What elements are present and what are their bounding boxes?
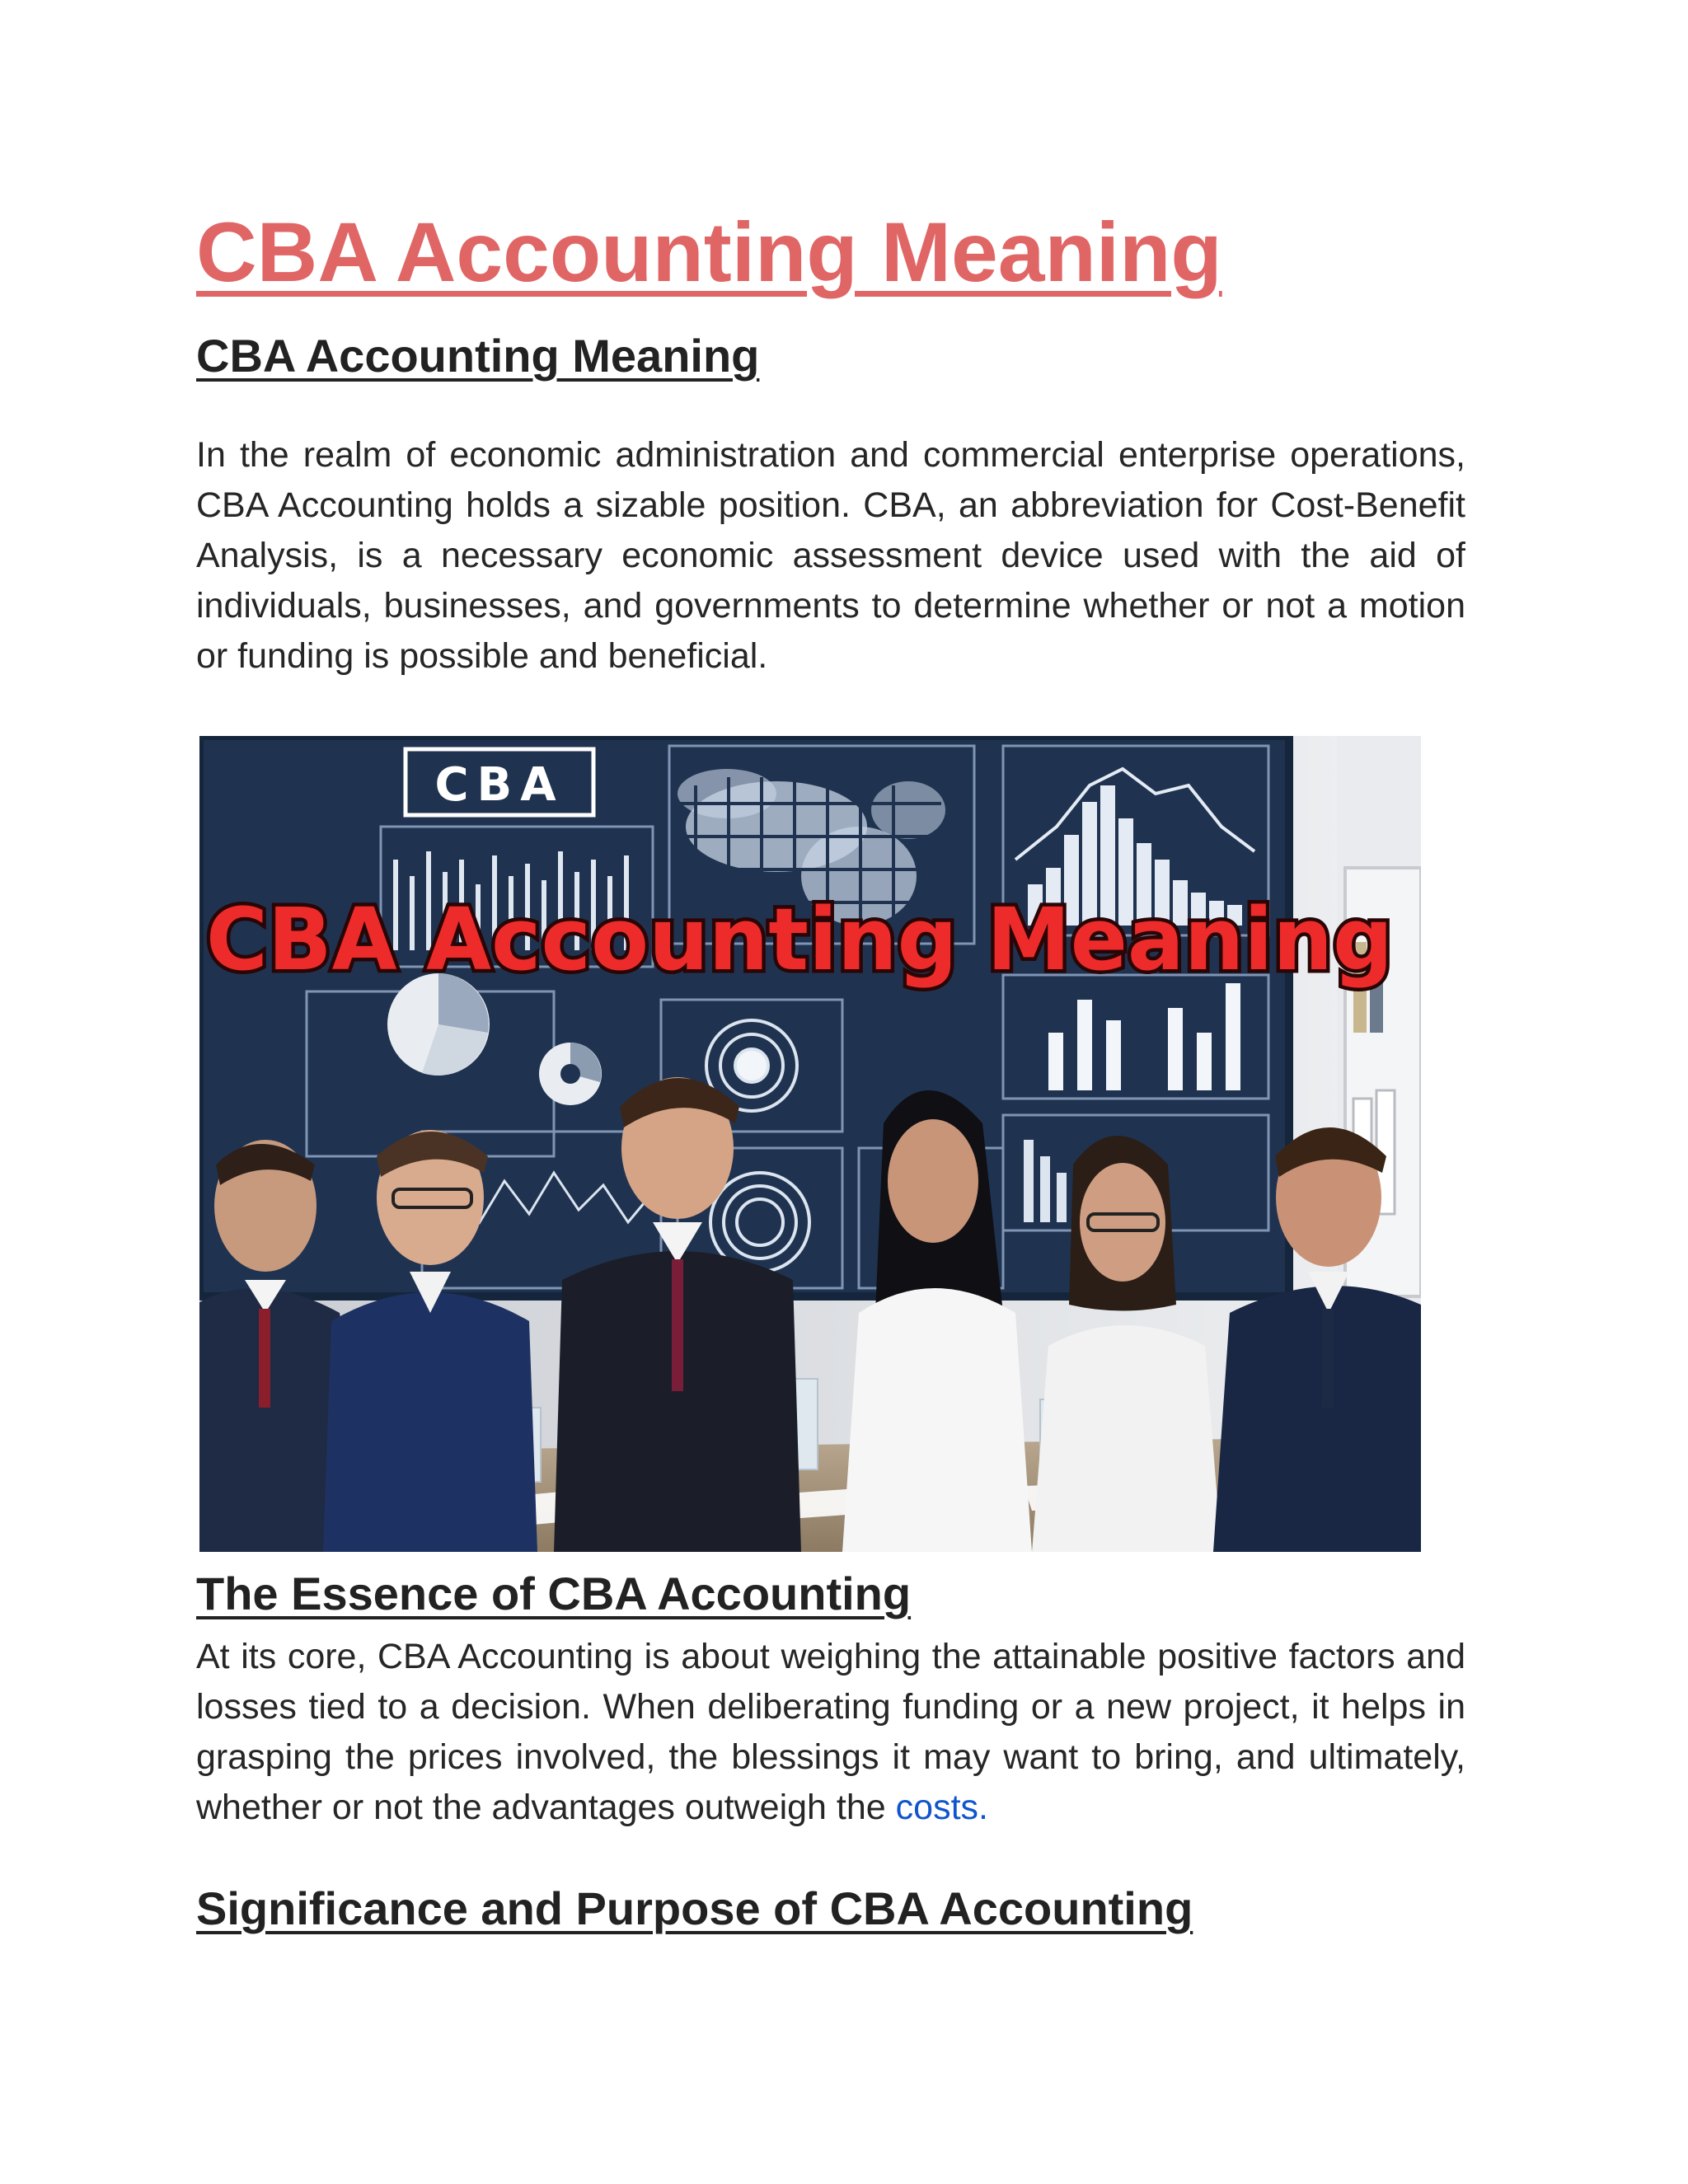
hero-image: [199, 736, 1421, 1552]
costs-link[interactable]: costs.: [895, 1788, 988, 1827]
intro-paragraph: In the realm of economic administration and commercial enterprise operations, CBA Accounting holds a sizable position. CBA, an abbreviation for Cost-Benefit Analysis, is a necessary economic assessment device used with the aid of individuals, businesses, and governments to determine whether or not a motion or funding is possible and beneficial.: [196, 435, 1465, 676]
hero-overlay-title: CBA Accounting Meaning: [206, 889, 1393, 990]
section-heading-meaning: CBA Accounting Meaning: [196, 330, 760, 382]
page-title: CBA Accounting Meaning: [196, 205, 1222, 299]
section-heading-significance: Significance and Purpose of CBA Accounting: [196, 1882, 1193, 1934]
essence-paragraph: [196, 1632, 1465, 1833]
svg-text:CBA: CBA: [434, 758, 565, 812]
section-heading-essence: The Essence of CBA Accounting: [196, 1568, 912, 1619]
essence-paragraph-text: At its core, CBA Accounting is about weighing the attainable positive factors and losses tied to a decision. When deliberating funding or a new project, it helps in grasping the prices involved, the blessings it may want to bring, and ultimately, whether or not the advantages outweigh the: [196, 1637, 1465, 1827]
